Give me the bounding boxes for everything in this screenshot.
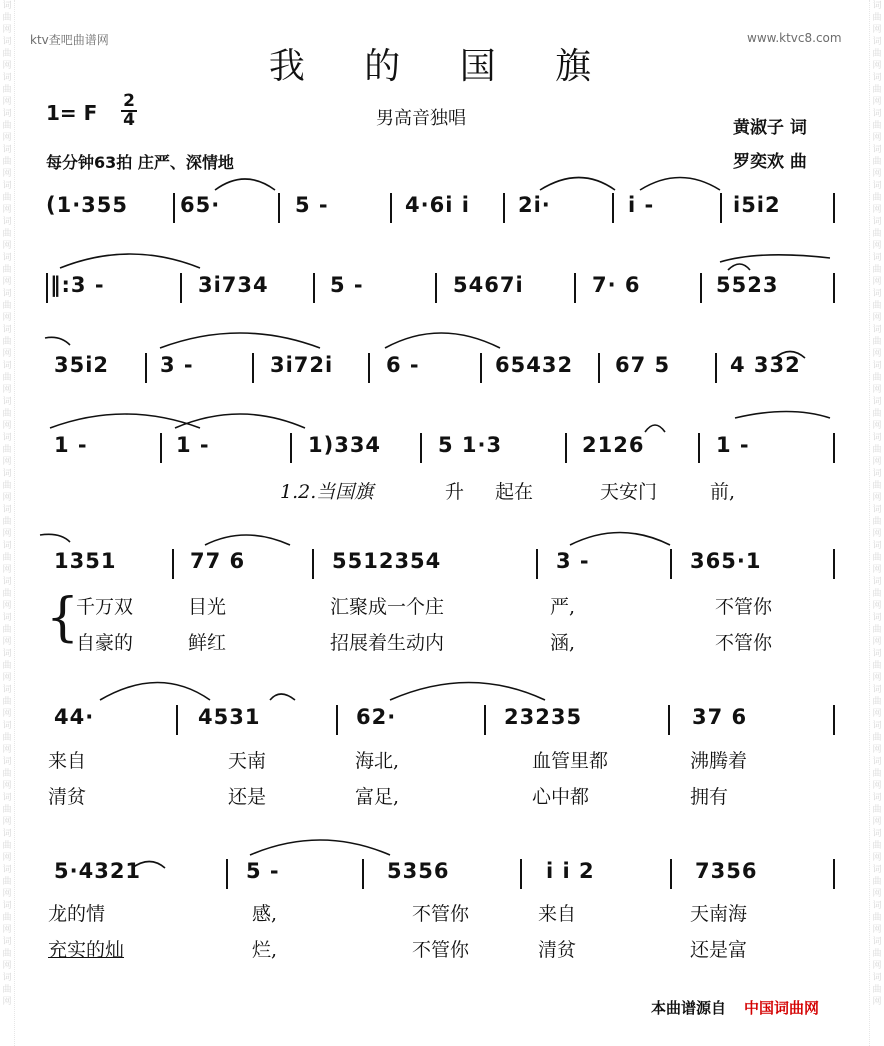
barline: [833, 433, 835, 463]
measure: 7· 6: [592, 273, 641, 297]
music-row-3: [40, 353, 840, 387]
performance-note: 男高音独唱: [376, 108, 466, 129]
measure: i5i2: [733, 193, 781, 217]
measure: i i 2: [546, 859, 595, 883]
barline: [670, 859, 672, 889]
slur: [175, 414, 305, 428]
measure: 62·: [356, 705, 397, 729]
barline: [390, 193, 392, 223]
lyric: 天南海: [690, 903, 748, 925]
measure: 35i2: [54, 353, 110, 377]
barline: [574, 273, 576, 303]
barline: [484, 705, 486, 735]
barline: [252, 353, 254, 383]
slur: [60, 254, 200, 268]
barline: [833, 549, 835, 579]
lyric: 感,: [252, 903, 278, 925]
lyric: 充实的灿: [48, 939, 125, 961]
slur: [540, 178, 615, 191]
measure: 2126: [582, 433, 645, 457]
measure: (1·355: [46, 193, 129, 217]
barline: [46, 273, 48, 303]
lyric: 汇聚成一个庄: [330, 596, 445, 618]
measure: 44·: [54, 705, 95, 729]
measure: 67 5: [615, 353, 671, 377]
lyric: 烂,: [252, 939, 278, 961]
measure: 1 -: [54, 433, 88, 457]
music-row-5: [40, 549, 840, 583]
watermark-left-text: 词 曲 网 词 曲 网 词 曲 网 词 曲 网 词 曲 网 词 曲 网 词 曲 网 词 曲 网 词 曲 网 词 曲 网 词 曲 网 词 曲 网 词 曲 网 词 曲 网 词 曲 网 词 曲 网 词 曲 网 词 曲 网 词 曲 网 词 曲 网 词 曲 网 词 曲 网 词 曲 网 词 曲 网 词 曲 网 词 曲 网 词 曲 网 词 曲 网: [2, 1, 12, 1007]
time-sig-bottom: 4: [123, 110, 135, 130]
barline: [290, 433, 292, 463]
lyricist-credit: 黄淑子 词: [733, 118, 807, 138]
barline: [565, 433, 567, 463]
lyric: 起在: [495, 481, 534, 503]
barline: [536, 549, 538, 579]
lyric: 清贫: [538, 939, 577, 961]
barline: [520, 859, 522, 889]
lyric: 海北,: [355, 750, 400, 772]
measure: 3i72i: [270, 353, 334, 377]
slur: [720, 255, 830, 262]
barline: [715, 353, 717, 383]
footer-source-link[interactable]: 中国词曲网: [744, 999, 820, 1017]
tempo-marking: 每分钟63拍 庄严、深情地: [46, 153, 234, 172]
lyric: 不管你: [715, 596, 773, 618]
slur: [385, 333, 500, 348]
measure: 7356: [695, 859, 758, 883]
slur: [50, 414, 200, 428]
barline: [176, 705, 178, 735]
measure: 5523: [716, 273, 779, 297]
measure: ‖:3 -: [50, 273, 105, 297]
slur: [640, 178, 720, 191]
barline: [278, 193, 280, 223]
lyric: 沸腾着: [690, 750, 748, 772]
lyric: 自豪的: [76, 632, 134, 654]
lyric-row-6b: [40, 782, 840, 808]
time-sig-top: 2: [123, 91, 135, 111]
lyric: 还是: [228, 786, 267, 808]
music-row-1: [40, 193, 840, 227]
measure: 5512354: [332, 549, 442, 573]
lyric: 清贫: [48, 786, 87, 808]
key-signature: 1= F: [46, 101, 98, 125]
lyric: 不管你: [412, 939, 470, 961]
measure: 5 -: [246, 859, 280, 883]
music-row-4: [40, 433, 840, 467]
lyric: 拥有: [690, 786, 729, 808]
barline: [362, 859, 364, 889]
barline: [160, 433, 162, 463]
measure: 37 6: [692, 705, 748, 729]
barline: [480, 353, 482, 383]
source-footer: [651, 997, 819, 1018]
slur: [250, 840, 390, 855]
music-row-2: [40, 273, 840, 307]
measure: 23235: [504, 705, 583, 729]
barline: [145, 353, 147, 383]
slur: [390, 683, 545, 701]
measure: 3 -: [556, 549, 590, 573]
measure: 5 -: [295, 193, 329, 217]
barline: [833, 859, 835, 889]
lyric: 天安门: [600, 481, 658, 503]
lyric-row-5b: [40, 628, 840, 654]
barline: [313, 273, 315, 303]
lyric-row-7b: [40, 935, 840, 961]
lyric: 涵,: [550, 632, 576, 654]
barline: [833, 273, 835, 303]
lyric-row-6a: [40, 746, 840, 772]
measure: 6 -: [386, 353, 420, 377]
measure: 3i734: [198, 273, 269, 297]
slur: [160, 333, 320, 348]
lyric: 严,: [550, 596, 576, 618]
lyric: 血管里都: [532, 750, 609, 772]
lyric: 还是富: [690, 939, 748, 961]
lyric: 升: [445, 481, 465, 503]
barline: [598, 353, 600, 383]
measure: 4 332: [730, 353, 801, 377]
lyric: 来自: [538, 903, 577, 925]
measure: 3 -: [160, 353, 194, 377]
slur: [270, 694, 295, 700]
music-row-7: [40, 859, 840, 893]
measure: 5467i: [453, 273, 524, 297]
barline: [420, 433, 422, 463]
measure: i -: [628, 193, 655, 217]
measure: 65432: [495, 353, 574, 377]
lyric: 不管你: [412, 903, 470, 925]
lyric: 龙的情: [48, 903, 106, 925]
slur: [728, 264, 750, 270]
barline: [670, 549, 672, 579]
measure: 1351: [54, 549, 117, 573]
footer-prefix: 本曲谱源自: [651, 999, 727, 1017]
slur: [215, 179, 275, 190]
watermark-left: [0, 0, 15, 1046]
measure: 2i·: [518, 193, 551, 217]
measure: 65·: [180, 193, 221, 217]
lyric: 不管你: [715, 632, 773, 654]
barline: [172, 549, 174, 579]
lyric: 千万双: [76, 596, 134, 618]
song-title: 我 的 国 旗: [268, 46, 616, 87]
lyric: 1.2.当国旗: [280, 481, 374, 503]
barline: [833, 193, 835, 223]
barline: [180, 273, 182, 303]
lyric: 富足,: [355, 786, 400, 808]
measure: 5 1·3: [438, 433, 503, 457]
measure: 4·6i i: [405, 193, 470, 217]
time-signature: [121, 93, 137, 129]
measure: 5356: [387, 859, 450, 883]
lyric: 目光: [188, 596, 227, 618]
barline: [612, 193, 614, 223]
lyric-row-4: [40, 477, 840, 503]
lyric: 前,: [710, 481, 736, 503]
barline: [435, 273, 437, 303]
verse-brace: {: [46, 588, 80, 648]
lyric: 天南: [228, 750, 267, 772]
measure: 5·4321: [54, 859, 142, 883]
measure: 4531: [198, 705, 261, 729]
lyric-row-7a: [40, 899, 840, 925]
barline: [336, 705, 338, 735]
slur: [570, 533, 670, 546]
lyric: 来自: [48, 750, 87, 772]
barline: [698, 433, 700, 463]
slur: [40, 534, 70, 542]
slur: [735, 412, 830, 419]
music-row-6: [40, 705, 840, 739]
barline: [226, 859, 228, 889]
barline: [173, 193, 175, 223]
barline: [668, 705, 670, 735]
lyric: 鲜红: [188, 632, 227, 654]
lyric-row-5a: [40, 592, 840, 618]
measure: 1)334: [308, 433, 382, 457]
barline: [720, 193, 722, 223]
slur: [205, 535, 290, 545]
site-url-right[interactable]: www.ktvc8.com: [747, 31, 842, 45]
lyric: 招展着生动内: [330, 632, 445, 654]
barline: [312, 549, 314, 579]
slur: [100, 683, 210, 701]
site-name-left: ktv查吧曲谱网: [30, 33, 109, 47]
composer-credit: 罗奕欢 曲: [733, 152, 807, 172]
watermark-right-text: 词 曲 网 词 曲 网 词 曲 网 词 曲 网 词 曲 网 词 曲 网 词 曲 网 词 曲 网 词 曲 网 词 曲 网 词 曲 网 词 曲 网 词 曲 网 词 曲 网 词 曲 网 词 曲 网 词 曲 网 词 曲 网 词 曲 网 词 曲 网 词 曲 网 词 曲 网 词 曲 网 词 曲 网 词 曲 网 词 曲 网 词 曲 网 词 曲 网: [872, 1, 882, 1007]
watermark-right: [869, 0, 884, 1046]
measure: 5 -: [330, 273, 364, 297]
measure: 365·1: [690, 549, 762, 573]
measure: 77 6: [190, 549, 246, 573]
measure: 1 -: [716, 433, 750, 457]
measure: 1 -: [176, 433, 210, 457]
barline: [833, 705, 835, 735]
slur: [45, 337, 70, 345]
lyric: 心中都: [532, 786, 590, 808]
barline: [503, 193, 505, 223]
barline: [368, 353, 370, 383]
barline: [700, 273, 702, 303]
slur: [645, 425, 665, 432]
